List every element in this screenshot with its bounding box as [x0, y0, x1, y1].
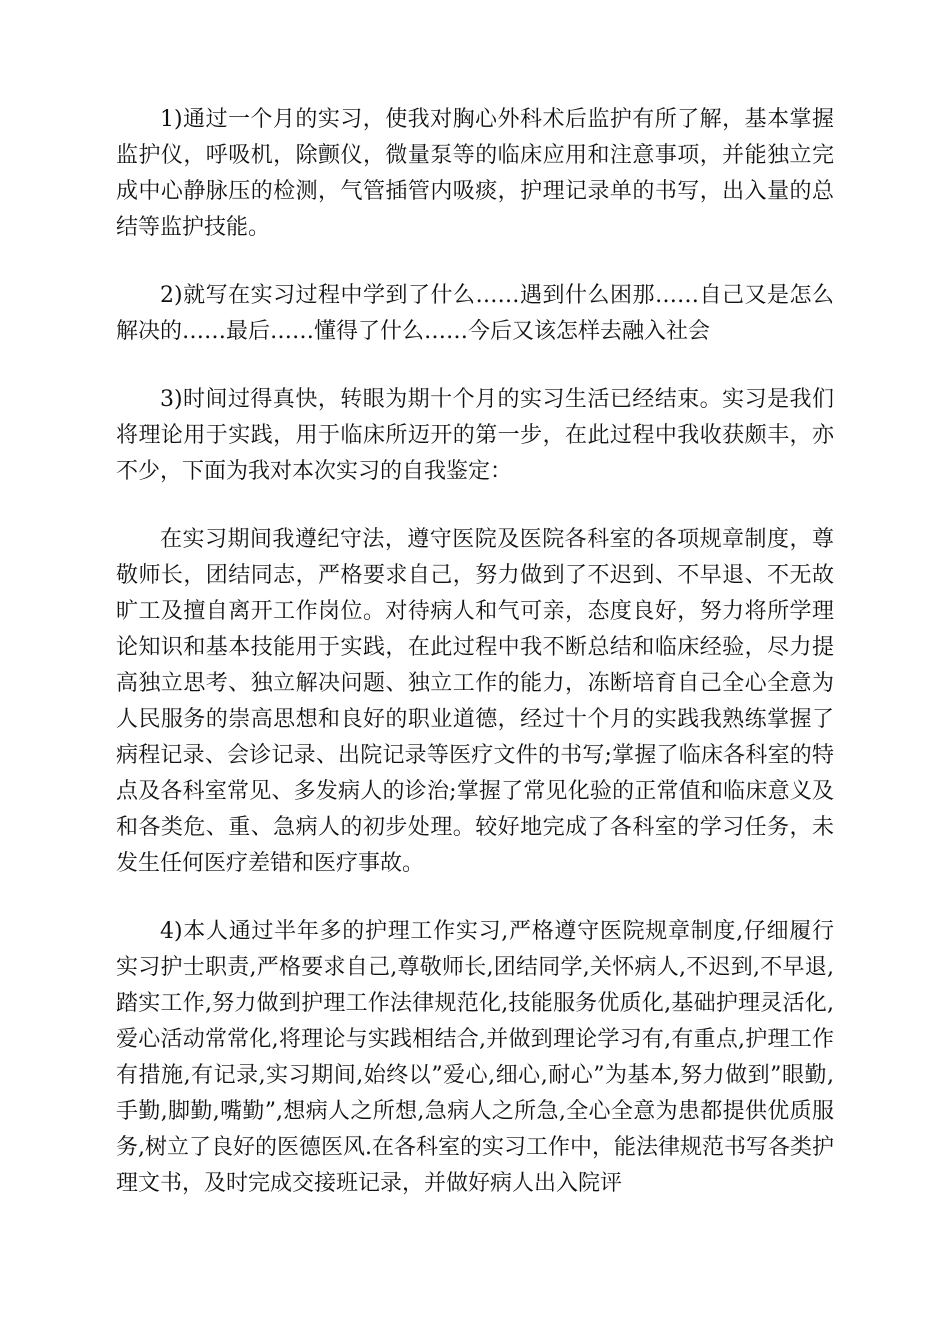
- document-body: [116, 102, 834, 1202]
- paragraph-4: 在实习期间我遵纪守法，遵守医院及医院各科室的各项规章制度，尊敬师长，团结同志，严格要求自己，努力做到了不迟到、不早退、不无故旷工及擅自离开工作岗位。对待病人和气可亲，态度良好，努力将所学理论知识和基本技能用于实践，在此过程中我不断总结和临床经验，尽力提高独立思考、独立解决问题、独立工作的能力，冻断培育自己全心全意为人民服务的崇高思想和良好的职业道德，经过十个月的实践我熟练掌握了病程记录、会诊记录、出院记录等医疗文件的书写;掌握了临床各科室的特点及各科室常见、多发病人的诊治;掌握了常见化验的正常值和临床意义及和各类危、重、急病人的初步处理。较好地完成了各科室的学习任务，未发生任何医疗差错和医疗事故。: [116, 527, 834, 876]
- paragraph-5: 4)本人通过半年多的护理工作实习,严格遵守医院规章制度,仔细履行实习护士职责,严格要求自己,尊敬师长,团结同学,关怀病人,不迟到,不早退,踏实工作,努力做到护理工作法律规范化,技能服务优质化,基础护理灵活化,爱心活动常常化,将理论与实践相结合,并做到理论学习有,有重点,护理工作有措施,有记录,实习期间,始终以”爱心,细心,耐心”为基本,努力做到”眼勤,手勤,脚勤,嘴勤”,想病人之所想,急病人之所急,全心全意为患都提供优质服务,树立了良好的医德医风.在各科室的实习工作中，能法律规范书写各类护理文书，及时完成交接班记录，并做好病人出入院评: [116, 919, 834, 1196]
- paragraph-2: 2)就写在实习过程中学到了什么……遇到什么困那……自己又是怎么解决的……最后……懂得了什么……今后又该怎样去融入社会: [116, 283, 834, 344]
- paragraph-1: 1)通过一个月的实习，使我对胸心外科术后监护有所了解，基本掌握监护仪，呼吸机，除颤仪，微量泵等的临床应用和注意事项，并能独立完成中心静脉压的检测，气管插管内吸痰，护理记录单的书写，出入量的总结等监护技能。: [116, 107, 834, 240]
- paragraph-3: 3)时间过得真快，转眼为期十个月的实习生活已经结束。实习是我们将理论用于实践，用于临床所迈开的第一步，在此过程中我收获颇丰，亦不少，下面为我对本次实习的自我鉴定：: [116, 387, 834, 484]
